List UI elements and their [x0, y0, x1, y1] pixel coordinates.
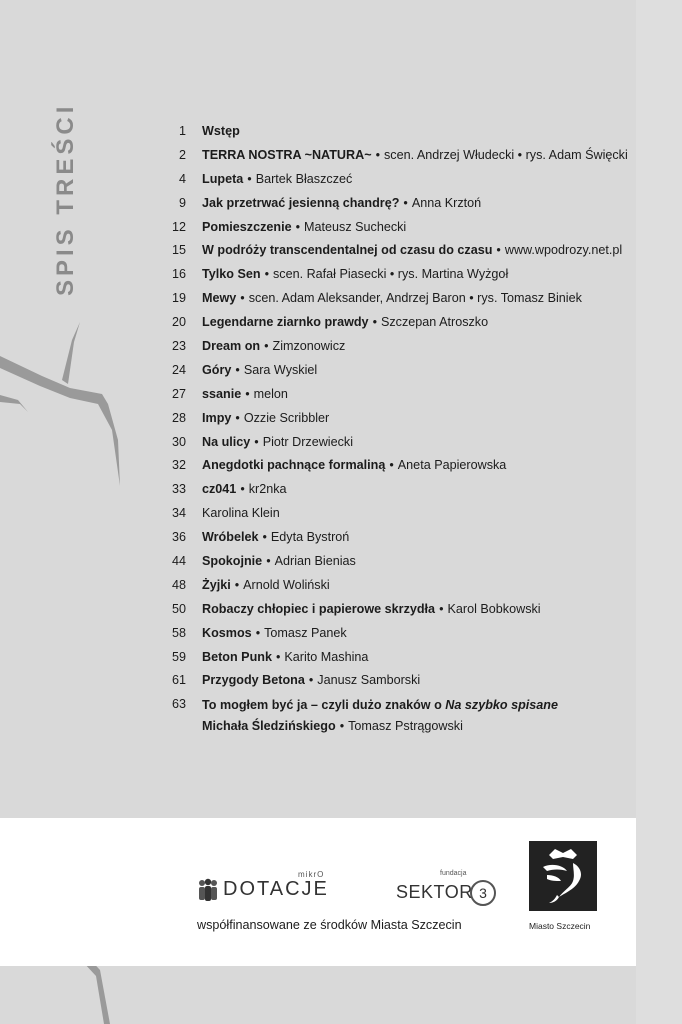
toc-entry	[150, 600, 650, 624]
entry-title: Wstęp	[202, 124, 240, 138]
toc-entry	[150, 504, 650, 528]
bullet-separator: •	[262, 530, 267, 545]
entry-author: scen. Adam Aleksander, Andrzej Baron • rys. Tomasz Biniek	[248, 291, 582, 306]
bullet-separator: •	[375, 147, 380, 162]
page-title: SPIS TREŚCI	[52, 102, 79, 296]
page-number: 12	[171, 219, 186, 234]
toc-entry	[150, 576, 650, 600]
entry-title: Anegdotki pachnące formaliną	[202, 458, 386, 473]
page-number: 50	[171, 601, 186, 616]
page-number: 63	[171, 697, 186, 712]
toc-entry	[150, 337, 650, 361]
entry-title: Spokojnie	[202, 554, 263, 569]
entry-title: Kosmos	[202, 625, 252, 640]
entry-author: Bartek Błaszczeć	[255, 171, 353, 186]
toc-entry	[150, 528, 650, 552]
entry-title: ssanie	[202, 386, 242, 401]
mikro-text: mikrO	[298, 870, 325, 879]
entry-author: Mateusz Suchecki	[304, 219, 407, 234]
entry-title: Tylko Sen	[202, 267, 261, 282]
sektor-number: 3	[470, 880, 496, 906]
mikrodotacje-logo	[196, 866, 329, 906]
bullet-separator: •	[372, 315, 377, 330]
entry-author: Ozzie Scribbler	[243, 410, 330, 425]
page-number: 58	[171, 625, 186, 640]
toc-entry	[150, 218, 650, 242]
page-number: 4	[178, 171, 186, 186]
toc-entry	[150, 552, 650, 576]
toc-entry	[150, 241, 650, 265]
entry-author: kr2nka	[248, 482, 287, 497]
toc-entry	[150, 170, 650, 194]
entry-author: melon	[253, 386, 288, 401]
entry-title: W podróży transcendentalnej od czasu do czasu	[202, 243, 493, 258]
entry-title-italic: Na szybko spisane	[445, 698, 558, 713]
bullet-separator: •	[235, 362, 240, 377]
griffin-icon	[529, 841, 597, 911]
entry-author: Tomasz Pstrągowski	[348, 719, 463, 734]
page-number: 9	[178, 195, 186, 210]
bullet-separator: •	[234, 577, 240, 592]
people-icon	[196, 878, 220, 902]
bullet-separator: •	[247, 171, 252, 186]
sektor-text: SEKTOR	[396, 882, 473, 902]
bullet-separator: •	[264, 267, 269, 282]
bullet-separator: •	[295, 219, 301, 234]
entry-author: Piotr Drzewiecki	[262, 434, 353, 449]
toc-entry	[150, 409, 650, 433]
page-number: 19	[171, 291, 186, 306]
entry-author: Karito Mashina	[284, 649, 369, 664]
toc-entry	[150, 313, 650, 337]
dotacje-text: DOTACJE	[223, 878, 329, 900]
cofinanced-text: współfinansowane ze środków Miasta Szczecin	[197, 918, 462, 932]
bullet-separator: •	[254, 434, 259, 449]
entry-author: Karolina Klein	[202, 506, 280, 521]
entry-author: scen. Rafał Piasecki • rys. Martina Wyżgoł	[272, 267, 509, 282]
entry-author: Aneta Papierowska	[397, 458, 507, 473]
bullet-separator: •	[308, 673, 314, 688]
entry-author: Sara Wyskiel	[243, 362, 318, 377]
bullet-separator: •	[240, 482, 245, 497]
toc-entry	[150, 624, 650, 648]
page-number: 27	[171, 386, 186, 401]
entry-author: Anna Krztoń	[411, 195, 482, 210]
fundacja-text: fundacja	[440, 870, 467, 877]
szczecin-logo	[529, 841, 597, 911]
entry-title: Pomieszczenie	[202, 219, 292, 234]
toc-entry	[150, 695, 650, 743]
entry-title: To mogłem być ja – czyli dużo znaków o	[202, 698, 446, 713]
entry-author: Tomasz Panek	[264, 625, 347, 640]
entry-author: Zimzonowicz	[272, 339, 346, 354]
page-number: 32	[171, 458, 186, 473]
bullet-separator: •	[266, 554, 271, 569]
page-number: 36	[171, 530, 186, 545]
entry-author: www.wpodrozy.net.pl	[504, 243, 623, 258]
entry-title: Beton Punk	[202, 649, 272, 664]
page-number: 44	[171, 554, 186, 569]
entry-title: Mewy	[202, 291, 237, 306]
toc-entry	[150, 194, 650, 218]
entry-body	[202, 695, 558, 737]
page-number: 20	[171, 315, 186, 330]
entry-author: Adrian Bienias	[274, 554, 356, 569]
toc-entry	[150, 648, 650, 672]
miasto-szczecin-label: Miasto Szczecin	[529, 921, 591, 931]
page-number: 24	[171, 362, 186, 377]
bullet-separator: •	[275, 649, 281, 664]
bullet-separator: •	[496, 243, 501, 258]
page-number: 16	[171, 267, 186, 282]
page-number: 33	[171, 482, 186, 497]
page-number: 2	[178, 147, 186, 162]
page-number: 23	[171, 339, 186, 354]
toc-entry	[150, 433, 650, 457]
entry-author: Arnold Woliński	[243, 577, 330, 592]
entry-title: Lupeta	[202, 171, 244, 186]
toc-entry	[150, 289, 650, 313]
entry-title: Na ulicy	[202, 434, 251, 449]
entry-title: Góry	[202, 362, 232, 377]
bullet-separator: •	[339, 719, 345, 734]
toc-entry	[150, 671, 650, 695]
toc-entry	[150, 146, 650, 170]
entry-title: Impy	[202, 410, 232, 425]
page-number: 15	[171, 243, 186, 258]
bullet-separator: •	[403, 195, 408, 210]
toc-entry	[150, 265, 650, 289]
bullet-separator: •	[245, 386, 250, 401]
entry-title-line2: Michała Śledzińskiego	[202, 719, 336, 734]
toc-entry	[150, 456, 650, 480]
table-of-contents	[150, 122, 650, 743]
page-number: 34	[171, 506, 186, 521]
entry-author: Janusz Samborski	[317, 673, 421, 688]
entry-title: Przygody Betona	[202, 673, 305, 688]
toc-entry	[150, 122, 650, 146]
page-number: 1	[178, 124, 186, 138]
page-number: 59	[171, 649, 186, 664]
entry-title: Wróbelek	[202, 530, 259, 545]
bullet-separator: •	[439, 601, 444, 616]
page-number: 28	[171, 410, 186, 425]
page-number: 48	[171, 577, 186, 592]
page-number: 61	[171, 673, 186, 688]
entry-title: Dream on	[202, 339, 261, 354]
toc-entry	[150, 480, 650, 504]
bullet-separator: •	[264, 339, 269, 354]
entry-title: Żyjki	[202, 577, 231, 592]
bullet-separator: •	[235, 410, 240, 425]
entry-author: Karol Bobkowski	[447, 601, 541, 616]
entry-title: Legendarne ziarnko prawdy	[202, 315, 369, 330]
entry-author: scen. Andrzej Włudecki • rys. Adam Święcki	[383, 147, 628, 162]
entry-author: Edyta Bystroń	[270, 530, 350, 545]
entry-title: TERRA NOSTRA ~NATURA~	[202, 147, 372, 162]
toc-entry	[150, 385, 650, 409]
bullet-separator: •	[389, 458, 394, 473]
page-number: 30	[171, 434, 186, 449]
entry-title: Robaczy chłopiec i papierowe skrzydła	[202, 601, 436, 616]
entry-title: Jak przetrwać jesienną chandrę?	[202, 195, 400, 210]
entry-author: Szczepan Atroszko	[380, 315, 489, 330]
toc-entry	[150, 361, 650, 385]
bullet-separator: •	[255, 625, 261, 640]
entry-title: cz041	[202, 482, 237, 497]
bullet-separator: •	[240, 291, 245, 306]
sektor3-logo	[396, 870, 506, 910]
